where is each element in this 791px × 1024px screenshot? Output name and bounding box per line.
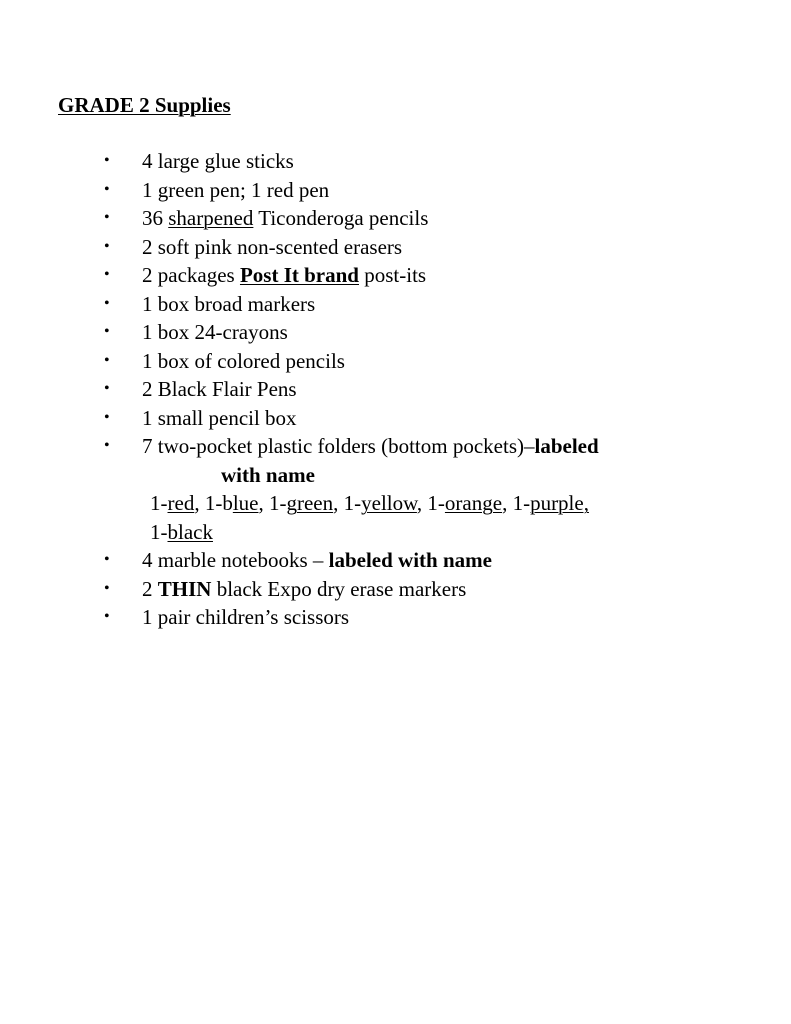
list-item bbox=[0, 404, 791, 433]
item-text-post: black Expo dry erase markers bbox=[211, 576, 467, 601]
item-text: 1 green pen; 1 red pen bbox=[142, 177, 330, 202]
bullet-icon: • bbox=[104, 551, 110, 568]
list-item bbox=[0, 546, 791, 575]
item-text-pre: 2 packages bbox=[142, 263, 240, 287]
item-text-pre: 7 two-pocket plastic folders (bottom pockets)– bbox=[142, 434, 535, 458]
list-item bbox=[0, 575, 791, 604]
color-prefix: 1- bbox=[150, 491, 168, 515]
item-text: 1 pair children’s scissors bbox=[142, 605, 350, 629]
color-separator: , 1-b bbox=[194, 491, 233, 515]
bullet-icon: • bbox=[104, 266, 110, 283]
color-orange: orange bbox=[444, 491, 503, 515]
item-text-pre: 2 bbox=[142, 576, 158, 601]
color-purple: purple, bbox=[530, 491, 589, 515]
item-text-underlined: sharpened bbox=[168, 206, 254, 230]
item-text: 1 box 24-crayons bbox=[142, 320, 288, 344]
folder-colors bbox=[150, 489, 589, 518]
bullet-icon: • bbox=[104, 209, 110, 226]
item-text: 4 large glue sticks bbox=[142, 149, 294, 173]
item-text: 1 box of colored pencils bbox=[142, 348, 345, 373]
item-text: 1 small pencil box bbox=[142, 405, 297, 430]
color-yellow: yellow bbox=[361, 491, 417, 515]
list-item bbox=[0, 318, 791, 347]
item-text-post: Ticonderoga pencils bbox=[253, 206, 429, 230]
color-green: green bbox=[286, 491, 334, 515]
list-item bbox=[0, 347, 791, 376]
color-separator: , 1- bbox=[416, 491, 445, 515]
color-prefix: 1- bbox=[150, 519, 168, 544]
list-item bbox=[0, 233, 791, 262]
list-item bbox=[0, 147, 791, 176]
color-black: black bbox=[167, 519, 213, 544]
item-text-bold: with name bbox=[221, 462, 315, 487]
bullet-icon: • bbox=[104, 237, 110, 255]
item-text-pre: 36 bbox=[142, 206, 169, 230]
color-blue: lue bbox=[232, 491, 259, 515]
item-text: 2 Black Flair Pens bbox=[142, 377, 297, 401]
bullet-icon: • bbox=[104, 294, 110, 312]
folder-colors-line bbox=[0, 518, 791, 547]
color-separator: , 1- bbox=[502, 491, 531, 515]
color-separator: , 1- bbox=[258, 491, 287, 515]
bullet-icon: • bbox=[104, 152, 110, 169]
item-text-bold: THIN bbox=[157, 576, 212, 601]
item-text-bold: labeled with name bbox=[328, 548, 492, 572]
bullet-icon: • bbox=[104, 180, 110, 198]
list-item bbox=[0, 603, 791, 632]
bullet-icon: • bbox=[104, 323, 110, 340]
folder-colors bbox=[150, 518, 213, 547]
bullet-icon: • bbox=[104, 351, 110, 369]
bullet-icon: • bbox=[104, 608, 110, 625]
bullet-icon: • bbox=[104, 408, 110, 426]
item-text bbox=[142, 204, 428, 233]
list-item-continuation bbox=[0, 461, 791, 490]
supply-list bbox=[0, 147, 791, 632]
list-item bbox=[0, 204, 791, 233]
list-item bbox=[0, 375, 791, 404]
item-text bbox=[142, 546, 492, 575]
list-item-folders bbox=[0, 432, 791, 461]
item-text bbox=[142, 261, 426, 290]
item-text bbox=[142, 432, 599, 461]
list-item bbox=[0, 261, 791, 290]
item-text-pre: 4 marble notebooks – bbox=[142, 548, 329, 572]
bullet-icon: • bbox=[104, 380, 110, 397]
item-text bbox=[142, 575, 466, 604]
item-text-bold-underlined: Post It brand bbox=[239, 263, 359, 287]
color-red: red bbox=[167, 491, 195, 515]
list-item bbox=[0, 290, 791, 319]
list-item bbox=[0, 176, 791, 205]
page-title: GRADE 2 Supplies bbox=[58, 93, 231, 117]
item-text: 1 box broad markers bbox=[142, 291, 316, 316]
item-text-bold: labeled bbox=[534, 434, 599, 458]
folder-colors-line bbox=[0, 489, 791, 518]
item-text-post: post-its bbox=[359, 263, 427, 287]
bullet-icon: • bbox=[104, 437, 110, 454]
color-separator: , 1- bbox=[333, 491, 362, 515]
item-text: 2 soft pink non-scented erasers bbox=[142, 234, 403, 259]
bullet-icon: • bbox=[104, 579, 110, 597]
